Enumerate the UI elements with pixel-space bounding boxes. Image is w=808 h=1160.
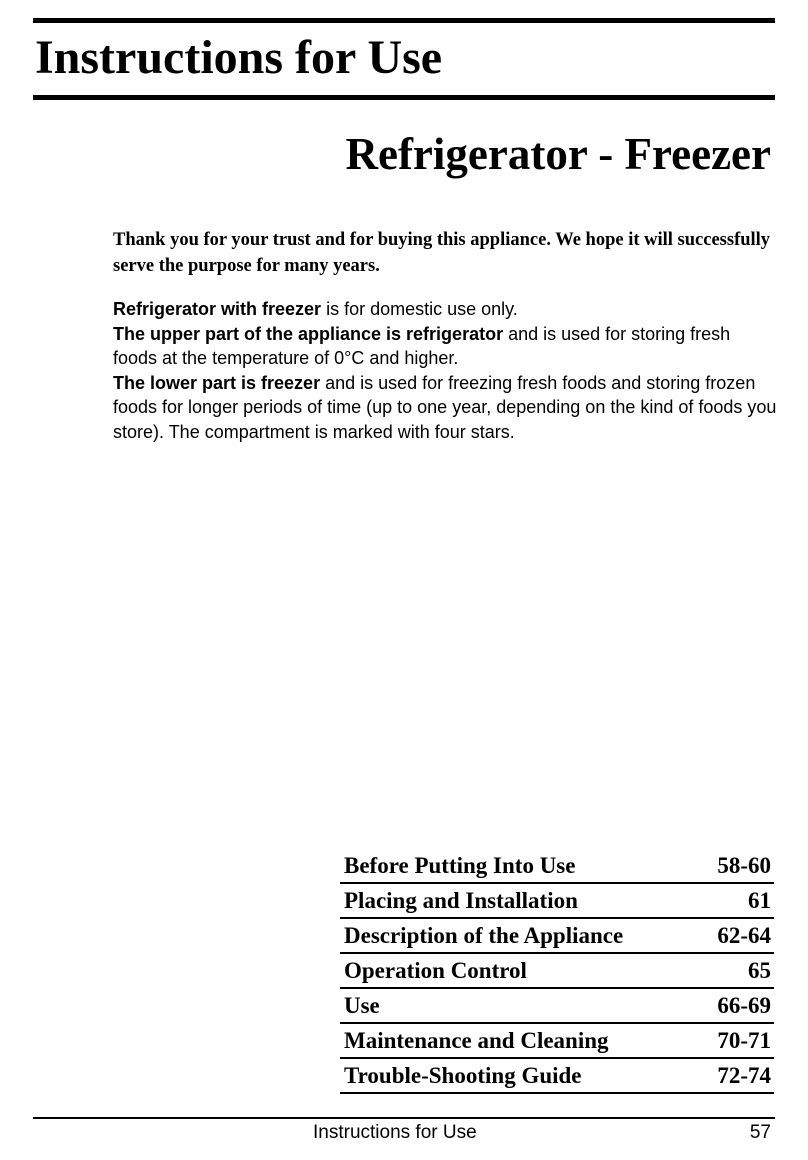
intro-text: is for domestic use only. xyxy=(321,299,518,319)
intro-bold: The upper part of the appliance is refrigerator xyxy=(113,323,504,344)
table-of-contents xyxy=(340,851,774,1094)
toc-label: Trouble-Shooting Guide xyxy=(344,1063,582,1088)
toc-label: Use xyxy=(344,993,380,1018)
intro-line-refrigerator xyxy=(113,322,778,371)
toc-label: Placing and Installation xyxy=(344,888,578,913)
toc-item-placing-and-installation[interactable] xyxy=(340,886,774,919)
toc-pages: 70-71 xyxy=(717,1028,771,1053)
toc-label: Description of the Appliance xyxy=(344,923,624,948)
toc-item-maintenance-and-cleaning[interactable] xyxy=(340,1026,774,1059)
intro-bold: Refrigerator with freezer xyxy=(113,299,322,319)
toc-item-description-of-the-appliance[interactable] xyxy=(340,921,774,954)
intro-text: and is used for freezing fresh foods and storing frozen foods for longer periods of time (up to one year, depending on the kind of foods you store). The compartment is marked with four stars. xyxy=(113,372,777,442)
toc-item-before-putting-into-use[interactable] xyxy=(340,851,774,884)
page-number: 57 xyxy=(749,1122,771,1143)
intro-line-domestic-use xyxy=(113,297,778,322)
toc-label: Operation Control xyxy=(344,958,527,983)
thank-you-paragraph: Thank you for your trust and for buying this appliance. We hope it will successfully serve the purpose for many years. xyxy=(113,230,771,276)
toc-item-use[interactable] xyxy=(340,991,774,1024)
toc-pages: 58-60 xyxy=(717,853,771,878)
footer-rule xyxy=(33,1117,775,1119)
intro-section xyxy=(113,297,778,444)
toc-pages: 66-69 xyxy=(717,993,771,1018)
title-rule xyxy=(33,95,775,100)
intro-text: and is used for storing fresh foods at the temperature of 0°C and higher. xyxy=(113,323,731,368)
toc-label: Maintenance and Cleaning xyxy=(344,1028,609,1053)
intro-line-freezer xyxy=(113,371,778,445)
page-subtitle: Refrigerator - Freezer xyxy=(345,129,771,179)
toc-label: Before Putting Into Use xyxy=(344,853,576,878)
toc-pages: 61 xyxy=(748,888,771,913)
footer-title: Instructions for Use xyxy=(313,1122,477,1143)
toc-pages: 72-74 xyxy=(717,1063,771,1088)
toc-item-trouble-shooting-guide[interactable] xyxy=(340,1061,774,1094)
page-title: Instructions for Use xyxy=(35,31,443,84)
toc-pages: 65 xyxy=(748,958,771,983)
toc-item-operation-control[interactable] xyxy=(340,956,774,989)
intro-bold: The lower part is freezer xyxy=(113,372,321,393)
top-rule xyxy=(33,18,775,23)
toc-pages: 62-64 xyxy=(717,923,771,948)
